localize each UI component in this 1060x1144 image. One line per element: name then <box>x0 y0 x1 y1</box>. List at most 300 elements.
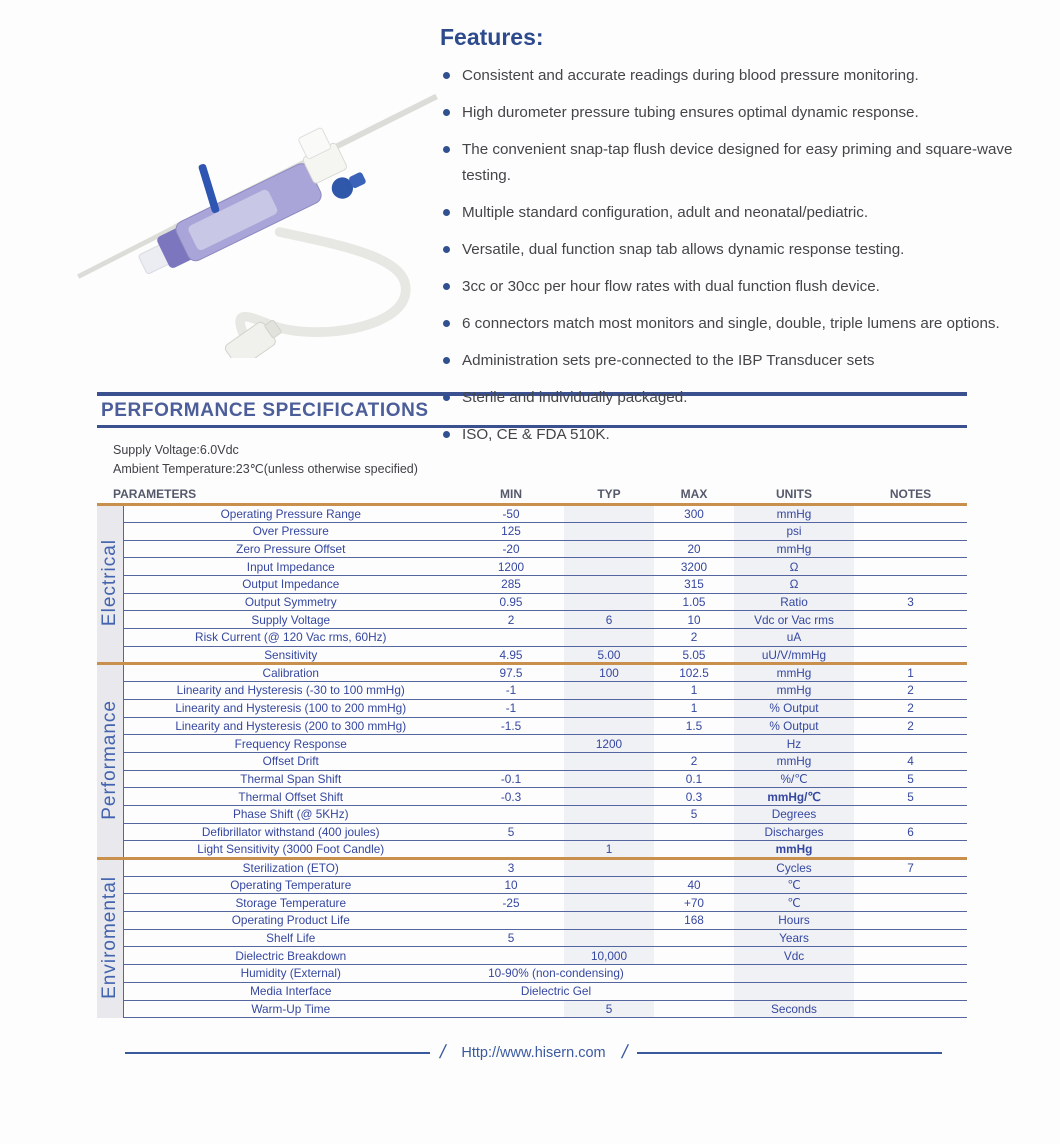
typ-cell-text: 5 <box>605 1001 613 1016</box>
col-header-units: UNITS <box>734 485 854 505</box>
notes-cell <box>854 646 967 664</box>
max-cell <box>654 593 734 611</box>
units-cell <box>734 982 854 1000</box>
max-cell-text: 5 <box>690 807 698 822</box>
section-label-text: Enviromental <box>98 875 120 999</box>
max-cell <box>654 841 734 859</box>
max-cell-text: 1.5 <box>685 718 703 733</box>
table-row <box>97 894 967 912</box>
notes-cell <box>854 929 967 947</box>
notes-cell <box>854 735 967 753</box>
table-row <box>97 947 967 965</box>
typ-cell <box>564 841 654 859</box>
param-cell <box>123 823 458 841</box>
units-cell <box>734 664 854 682</box>
notes-cell <box>854 752 967 770</box>
typ-cell <box>564 805 654 823</box>
max-cell <box>654 1000 734 1018</box>
param-cell <box>123 522 458 540</box>
typ-cell <box>564 611 654 629</box>
notes-cell <box>854 522 967 540</box>
units-cell <box>734 752 854 770</box>
max-cell <box>654 823 734 841</box>
notes-cell <box>854 982 967 1000</box>
notes-cell <box>854 699 967 717</box>
max-cell-text: +70 <box>683 895 704 910</box>
param-cell <box>123 770 458 788</box>
param-cell <box>123 876 458 894</box>
param-cell <box>123 982 458 1000</box>
typ-cell <box>564 664 654 682</box>
notes-cell-text: 2 <box>907 701 914 716</box>
section-label-electrical <box>97 505 123 664</box>
span-value-cell-text: 10-90% (non-condensing) <box>488 966 624 981</box>
min-cell <box>458 841 564 859</box>
min-cell <box>458 505 564 523</box>
units-cell-text: mmHg <box>776 541 812 556</box>
typ-cell <box>564 576 654 594</box>
max-cell-text: 315 <box>684 577 704 592</box>
units-cell-text: Ω <box>789 559 799 574</box>
header-row <box>97 485 967 505</box>
max-cell <box>654 929 734 947</box>
param-cell-text: Humidity (External) <box>240 966 341 981</box>
max-cell-text: 10 <box>687 612 701 627</box>
param-cell-text: Linearity and Hysteresis (100 to 200 mmHg) <box>175 701 407 716</box>
param-cell-text: Output Symmetry <box>244 595 337 610</box>
param-cell <box>123 699 458 717</box>
min-cell <box>458 540 564 558</box>
min-cell-text: -0.3 <box>500 789 522 804</box>
min-cell-text: -20 <box>502 541 520 556</box>
max-cell <box>654 611 734 629</box>
table-row <box>97 1000 967 1018</box>
typ-cell-text: 6 <box>605 612 613 627</box>
notes-cell <box>854 717 967 735</box>
max-cell <box>654 540 734 558</box>
max-cell-text: 20 <box>687 541 701 556</box>
table-row <box>97 664 967 682</box>
website-link[interactable]: Http://www.hisern.com <box>461 1045 606 1062</box>
spec-table-body <box>97 505 967 1018</box>
span-value-cell <box>458 965 654 983</box>
table-row <box>97 629 967 647</box>
min-cell-text: 285 <box>501 577 521 592</box>
spec-title: PERFORMANCE SPECIFICATIONS <box>101 400 429 421</box>
units-cell-text: Hours <box>778 913 810 928</box>
min-cell <box>458 894 564 912</box>
max-cell-text: 102.5 <box>679 666 709 681</box>
notes-cell <box>854 859 967 877</box>
units-cell-text: psi <box>786 524 802 539</box>
units-cell <box>734 788 854 806</box>
section-label-enviromental <box>97 859 123 1018</box>
notes-cell <box>854 611 967 629</box>
param-cell <box>123 965 458 983</box>
span-value-cell-text: Dielectric Gel <box>520 984 592 999</box>
param-cell-text: Operating Product Life <box>231 913 350 928</box>
min-cell-text: -50 <box>502 507 520 522</box>
param-cell <box>123 788 458 806</box>
typ-cell-text: 1 <box>605 842 613 857</box>
min-cell-text: 1200 <box>497 559 525 574</box>
param-cell-text: Storage Temperature <box>235 895 347 910</box>
table-row <box>97 982 967 1000</box>
feature-item: The convenient snap-tap flush device designed for easy priming and square-wave testing. <box>440 137 1030 189</box>
min-cell-text: -1 <box>505 683 517 698</box>
span-value-cell <box>458 982 654 1000</box>
typ-cell <box>564 894 654 912</box>
units-cell <box>734 522 854 540</box>
notes-cell-text: 1 <box>907 666 914 681</box>
param-cell <box>123 929 458 947</box>
max-cell-text: 1 <box>690 701 698 716</box>
units-cell <box>734 629 854 647</box>
table-row <box>97 965 967 983</box>
units-cell <box>734 558 854 576</box>
min-cell-text: -0.1 <box>500 771 522 786</box>
notes-cell <box>854 823 967 841</box>
max-cell-text: 2 <box>690 630 698 645</box>
notes-cell <box>854 912 967 930</box>
param-cell-text: Risk Current (@ 120 Vac rms, 60Hz) <box>195 630 387 645</box>
table-row <box>97 912 967 930</box>
min-cell-text: -1 <box>505 701 517 716</box>
table-row <box>97 522 967 540</box>
max-cell <box>654 859 734 877</box>
typ-cell <box>564 522 654 540</box>
typ-cell-text: 5.00 <box>597 647 621 662</box>
table-row <box>97 929 967 947</box>
param-cell <box>123 629 458 647</box>
typ-cell <box>564 593 654 611</box>
feature-item: Consistent and accurate readings during blood pressure monitoring. <box>440 63 1030 89</box>
units-cell-text: %/℃ <box>780 771 808 786</box>
notes-cell-text: 2 <box>907 683 914 698</box>
units-cell-text: Seconds <box>771 1001 817 1016</box>
max-cell <box>654 682 734 700</box>
typ-cell-text: 10,000 <box>590 948 628 963</box>
min-cell <box>458 859 564 877</box>
performance-specifications-section <box>97 392 967 1018</box>
param-cell <box>123 558 458 576</box>
table-row <box>97 735 967 753</box>
min-cell-text: 2 <box>507 612 515 627</box>
typ-cell-text: 1200 <box>595 736 623 751</box>
notes-cell-text: 2 <box>907 718 914 733</box>
table-row <box>97 859 967 877</box>
units-cell-text: Vdc <box>783 948 805 963</box>
param-cell-text: Warm-Up Time <box>251 1001 331 1016</box>
units-cell-text: Discharges <box>764 824 824 839</box>
param-cell-text: Linearity and Hysteresis (-30 to 100 mmHg) <box>176 683 405 698</box>
notes-cell-text: 7 <box>907 860 914 875</box>
units-cell <box>734 965 854 983</box>
typ-cell-text: 100 <box>599 666 619 681</box>
min-cell <box>458 1000 564 1018</box>
units-cell-text: Hz <box>786 736 802 751</box>
typ-cell <box>564 912 654 930</box>
param-cell-text: Shelf Life <box>266 931 316 946</box>
typ-cell <box>564 505 654 523</box>
max-cell <box>654 788 734 806</box>
param-cell-text: Phase Shift (@ 5KHz) <box>232 807 349 822</box>
param-cell <box>123 947 458 965</box>
max-cell-text: 40 <box>687 878 701 893</box>
notes-cell <box>854 629 967 647</box>
notes-cell <box>854 788 967 806</box>
table-row <box>97 717 967 735</box>
footer-slash-right: / <box>619 1042 630 1064</box>
max-cell <box>654 717 734 735</box>
units-cell-text: Ω <box>789 577 799 592</box>
min-cell <box>458 752 564 770</box>
feature-item: Sterile and individually packaged. <box>440 385 1030 411</box>
notes-cell <box>854 664 967 682</box>
max-cell-text: 3200 <box>680 559 708 574</box>
notes-cell <box>854 1000 967 1018</box>
units-cell <box>734 576 854 594</box>
units-cell <box>734 717 854 735</box>
product-image <box>0 18 440 358</box>
units-cell <box>734 859 854 877</box>
units-cell <box>734 735 854 753</box>
param-cell-text: Dielectric Breakdown <box>235 948 347 963</box>
max-cell <box>654 735 734 753</box>
min-cell <box>458 593 564 611</box>
notes-cell-text: 3 <box>907 595 914 610</box>
table-row <box>97 682 967 700</box>
units-cell <box>734 770 854 788</box>
param-cell <box>123 646 458 664</box>
units-cell-text: mmHg <box>775 842 813 857</box>
table-row <box>97 699 967 717</box>
max-cell <box>654 894 734 912</box>
max-cell <box>654 947 734 965</box>
units-cell-text: mmHg <box>776 507 812 522</box>
typ-cell <box>564 752 654 770</box>
feature-item: Multiple standard configuration, adult and neonatal/pediatric. <box>440 200 1030 226</box>
units-cell <box>734 823 854 841</box>
notes-cell <box>854 965 967 983</box>
feature-item: ISO, CE & FDA 510K. <box>440 422 1030 448</box>
notes-cell <box>854 540 967 558</box>
units-cell-text: Years <box>779 931 809 946</box>
min-cell <box>458 788 564 806</box>
feature-item: High durometer pressure tubing ensures optimal dynamic response. <box>440 100 1030 126</box>
condition-ambient-temperature: Ambient Temperature:23℃(unless otherwise specified) <box>113 462 418 477</box>
units-cell <box>734 699 854 717</box>
param-cell-text: Sensitivity <box>264 647 318 662</box>
param-cell-text: Zero Pressure Offset <box>236 541 346 556</box>
notes-cell-text: 5 <box>907 771 914 786</box>
col-header-notes: NOTES <box>854 485 967 505</box>
max-cell <box>654 699 734 717</box>
notes-cell <box>854 894 967 912</box>
notes-cell <box>854 876 967 894</box>
units-cell <box>734 876 854 894</box>
units-cell <box>734 929 854 947</box>
max-cell <box>654 805 734 823</box>
typ-cell <box>564 859 654 877</box>
footer-rule-right <box>637 1052 942 1054</box>
notes-cell <box>854 558 967 576</box>
col-header-min: MIN <box>458 485 564 505</box>
max-cell <box>654 912 734 930</box>
max-cell <box>654 505 734 523</box>
units-cell <box>734 540 854 558</box>
table-row <box>97 540 967 558</box>
max-cell-text: 168 <box>684 913 704 928</box>
col-header-max: MAX <box>654 485 734 505</box>
param-cell <box>123 805 458 823</box>
spec-table <box>97 485 967 1018</box>
units-cell-text: uU/V/mmHg <box>761 647 827 662</box>
min-cell-text: -1.5 <box>500 718 522 733</box>
typ-cell <box>564 629 654 647</box>
units-cell-text: % Output <box>769 701 819 716</box>
min-cell <box>458 664 564 682</box>
table-row <box>97 876 967 894</box>
typ-cell <box>564 929 654 947</box>
min-cell-text: 0.95 <box>499 595 523 610</box>
units-cell <box>734 593 854 611</box>
typ-cell <box>564 947 654 965</box>
param-cell-text: Operating Pressure Range <box>220 507 361 522</box>
min-cell <box>458 735 564 753</box>
max-cell <box>654 576 734 594</box>
min-cell <box>458 929 564 947</box>
units-cell <box>734 841 854 859</box>
footer <box>125 1042 942 1064</box>
param-cell-text: Operating Temperature <box>230 878 352 893</box>
param-cell <box>123 717 458 735</box>
param-cell-text: Calibration <box>262 666 319 681</box>
typ-cell <box>564 646 654 664</box>
table-row <box>97 611 967 629</box>
param-cell <box>123 593 458 611</box>
min-cell <box>458 646 564 664</box>
units-cell-text: ℃ <box>787 878 801 893</box>
min-cell-text: 5 <box>507 931 515 946</box>
typ-cell <box>564 717 654 735</box>
units-cell-text: mmHg/℃ <box>767 789 821 804</box>
min-cell-text: 10 <box>504 878 518 893</box>
notes-cell-text: 5 <box>907 789 914 804</box>
param-cell-text: Light Sensitivity (3000 Foot Candle) <box>197 842 385 857</box>
units-cell <box>734 646 854 664</box>
param-cell-text: Offset Drift <box>262 754 319 769</box>
features-title: Features: <box>440 24 544 50</box>
notes-cell <box>854 770 967 788</box>
section-label-performance <box>97 664 123 859</box>
units-cell-text: Cycles <box>776 860 812 875</box>
col-header-parameters: PARAMETERS <box>97 485 458 505</box>
min-cell <box>458 805 564 823</box>
param-cell-text: Defibrillator withstand (400 joules) <box>201 824 380 839</box>
table-row <box>97 752 967 770</box>
param-cell <box>123 611 458 629</box>
max-cell <box>654 965 734 983</box>
typ-cell <box>564 823 654 841</box>
section-label-text: Performance <box>98 699 120 820</box>
min-cell <box>458 522 564 540</box>
table-row <box>97 646 967 664</box>
min-cell <box>458 558 564 576</box>
param-cell-text: Frequency Response <box>234 736 347 751</box>
min-cell <box>458 576 564 594</box>
typ-cell <box>564 699 654 717</box>
notes-cell <box>854 841 967 859</box>
max-cell <box>654 752 734 770</box>
max-cell <box>654 876 734 894</box>
param-cell <box>123 540 458 558</box>
max-cell-text: 300 <box>684 507 704 522</box>
max-cell <box>654 522 734 540</box>
units-cell-text: Vdc or Vac rms <box>754 612 834 627</box>
param-cell <box>123 752 458 770</box>
feature-item: 3cc or 30cc per hour flow rates with dual function flush device. <box>440 274 1030 300</box>
feature-item: Administration sets pre-connected to the IBP Transducer sets <box>440 348 1030 374</box>
typ-cell <box>564 540 654 558</box>
units-cell-text: % Output <box>769 718 819 733</box>
condition-supply-voltage: Supply Voltage:6.0Vdc <box>113 443 239 457</box>
min-cell-text: 5 <box>507 824 515 839</box>
param-cell <box>123 1000 458 1018</box>
table-row <box>97 505 967 523</box>
features-section <box>440 18 1060 443</box>
min-cell <box>458 629 564 647</box>
min-cell <box>458 823 564 841</box>
typ-cell <box>564 788 654 806</box>
units-cell-text: mmHg <box>776 683 812 698</box>
section-label-text: Electrical <box>98 539 120 627</box>
notes-cell <box>854 947 967 965</box>
min-cell-text: 97.5 <box>499 666 523 681</box>
table-row <box>97 770 967 788</box>
units-cell-text: mmHg <box>776 666 812 681</box>
param-cell <box>123 735 458 753</box>
feature-item: Versatile, dual function snap tab allows dynamic response testing. <box>440 237 1030 263</box>
typ-cell <box>564 735 654 753</box>
max-cell-text: 0.3 <box>685 789 703 804</box>
notes-cell <box>854 576 967 594</box>
units-cell-text: Ratio <box>780 595 808 610</box>
notes-cell-text: 4 <box>907 754 914 769</box>
min-cell-text: 3 <box>507 860 515 875</box>
param-cell-text: Sterilization (ETO) <box>242 860 339 875</box>
table-row <box>97 558 967 576</box>
min-cell <box>458 699 564 717</box>
min-cell <box>458 717 564 735</box>
max-cell <box>654 664 734 682</box>
min-cell <box>458 682 564 700</box>
units-cell <box>734 1000 854 1018</box>
footer-slash-left: / <box>437 1042 448 1064</box>
max-cell-text: 2 <box>690 754 698 769</box>
table-row <box>97 788 967 806</box>
param-cell <box>123 682 458 700</box>
min-cell <box>458 770 564 788</box>
units-cell <box>734 894 854 912</box>
max-cell-text: 1 <box>690 683 698 698</box>
units-cell-text: Degrees <box>771 807 817 822</box>
units-cell <box>734 611 854 629</box>
param-cell-text: Output Impedance <box>242 577 340 592</box>
typ-cell <box>564 876 654 894</box>
max-cell <box>654 770 734 788</box>
param-cell <box>123 505 458 523</box>
